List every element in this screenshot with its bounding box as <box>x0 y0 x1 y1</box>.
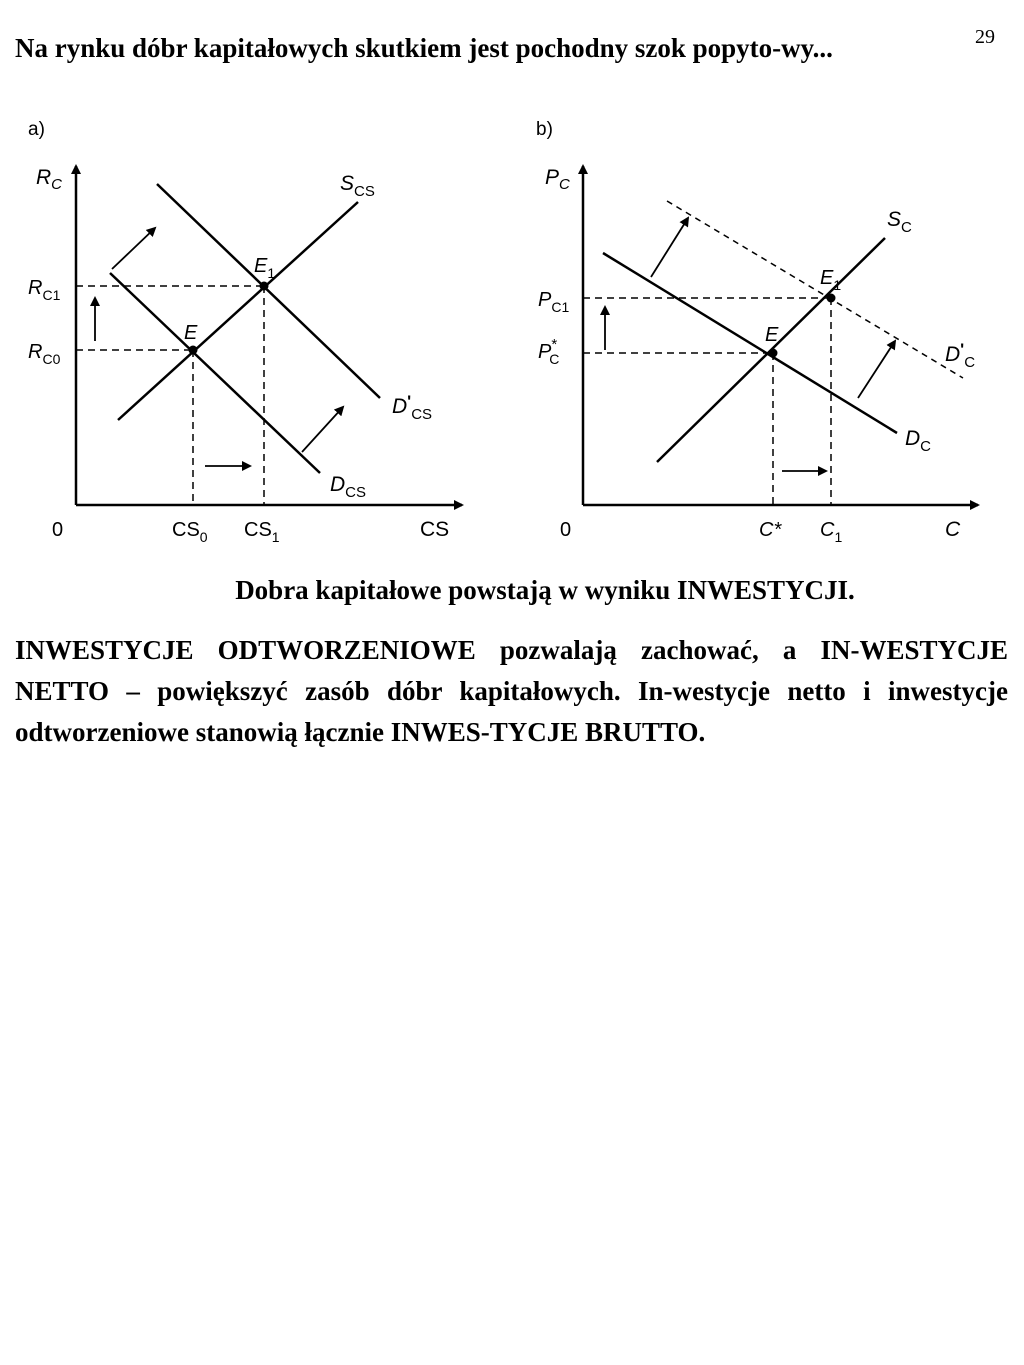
panel-b-demand-label: $D_C$ <box>905 427 932 455</box>
panel-b-origin: 0 <box>560 519 572 541</box>
figure-caption: Dobra kapitałowe powstają w wyniku INWESTYCJI. <box>235 575 855 605</box>
page-number: 29 <box>975 26 995 48</box>
panel-b-qty0-label: C* <box>759 519 782 541</box>
body-paragraph: INWESTYCJE ODTWORZENIOWE pozwalają zachować, a IN-WESTYCJE NETTO – powiększyć zasób dóbr kapitałowych. In-westycje netto i inwestycje odtworzeniowe stanowią łącznie INWES-TYCJE BRUTTO. <box>15 635 1008 747</box>
panel-a-qty0-label: $CS_0$ <box>172 519 208 545</box>
panel-a-new-equilibrium-point <box>260 282 269 291</box>
panel-a-supply-label: $S_{CS}$ <box>340 172 375 200</box>
panel-a-price0-label: $R_{C0}$ <box>28 341 61 367</box>
page-heading: Na rynku dóbr kapitałowych skutkiem jest pochodny szok popyto-wy... <box>15 33 833 63</box>
panel-b-new-equilibrium-label: $E_1$ <box>820 267 842 293</box>
panel-a-y-axis-label: $R_C$ <box>36 166 63 193</box>
panel-b-y-axis-label: $P_C$ <box>545 166 570 193</box>
panel-a-tag: a) <box>28 119 45 140</box>
panel-b-supply-label: $S_C$ <box>887 208 912 236</box>
panel-b-equilibrium-label: E <box>765 324 779 346</box>
panel-a-shifted-demand-label: $D'_{CS}$ <box>392 392 433 423</box>
panel-a-x-axis-label: CS <box>420 518 450 541</box>
panel-a-new-equilibrium-label: $E_1$ <box>254 255 276 281</box>
panel-b-price1-label: $P_{C1}$ <box>538 289 570 315</box>
panel-a-supply-curve <box>118 202 358 420</box>
panel-b <box>536 119 978 545</box>
panel-a-shift-arrow-upper <box>112 228 155 269</box>
panel-b-shifted-demand-label: $D'_C$ <box>945 340 976 371</box>
panel-b-equilibrium-point <box>769 349 778 358</box>
panel-a-origin: 0 <box>52 519 64 541</box>
panel-b-new-equilibrium-point <box>827 294 836 303</box>
supply-demand-figure <box>0 108 1024 563</box>
panel-a <box>28 119 462 545</box>
panel-a-shifted-demand-curve <box>157 184 380 398</box>
panel-a-equilibrium-label: E <box>184 322 198 344</box>
panel-a-qty1-label: $CS_1$ <box>244 519 280 545</box>
panel-b-x-axis-label: C <box>945 518 961 541</box>
panel-b-shifted-demand-curve <box>667 201 963 378</box>
panel-a-price1-label: $R_{C1}$ <box>28 277 61 303</box>
panel-a-equilibrium-point <box>189 346 198 355</box>
panel-b-demand-curve <box>603 253 897 433</box>
panel-b-shift-arrow-upper <box>651 218 688 277</box>
panel-b-tag: b) <box>536 119 553 140</box>
panel-a-demand-label: $D_{CS}$ <box>330 473 367 501</box>
panel-a-shift-arrow-lower <box>302 407 343 452</box>
panel-b-shift-arrow-lower <box>858 341 895 398</box>
panel-b-qty1-label: $C_1$ <box>820 519 843 545</box>
panel-a-demand-curve <box>110 273 320 473</box>
panel-b-price0-label: P* C <box>538 336 560 367</box>
